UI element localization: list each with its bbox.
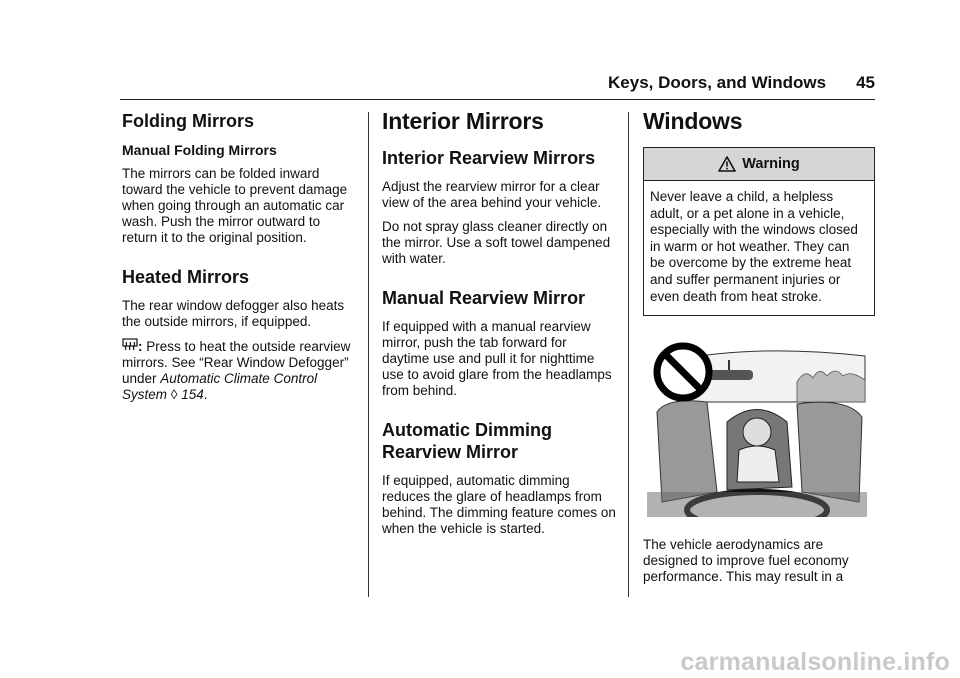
- auto-dimming-text: If equipped, automatic dimming reduces the glare of headlamps from behind. The dimming feature comes on when the vehicle is started.: [382, 473, 616, 536]
- column-interior-mirrors: [382, 108, 616, 545]
- child-alone-in-car-illustration: [647, 342, 867, 517]
- watermark: carmanualsonline.info: [680, 648, 950, 676]
- interior-mirrors-heading: Interior Mirrors: [382, 108, 544, 134]
- warning-header: [644, 148, 874, 181]
- column-divider-2: [628, 112, 629, 597]
- folding-mirrors-text: The mirrors can be folded inward toward the vehicle to prevent damage when going through an automatic car wash. Push the mirror outward to return it to the original position.: [122, 166, 348, 245]
- column-windows: [643, 108, 875, 593]
- interior-rearview-text-1: Adjust the rearview mirror for a clear view of the area behind your vehicle.: [382, 179, 602, 210]
- auto-dimming-heading: Automatic Dimming Rearview Mirror: [382, 420, 553, 462]
- windows-heading: Windows: [643, 108, 743, 134]
- defog-paragraph: [122, 338, 354, 403]
- manual-rearview-heading: Manual Rearview Mirror: [382, 288, 586, 308]
- interior-rearview-heading: Interior Rearview Mirrors: [382, 148, 596, 168]
- page-header: [120, 70, 875, 96]
- page-number: 45: [856, 73, 875, 92]
- defog-text: Press to heat the outside rearview mirrors. See “Rear Window Defogger” under: [122, 339, 351, 386]
- warning-triangle-icon: [718, 156, 736, 172]
- interior-rearview-text-2: Do not spray glass cleaner directly on the mirror. Use a soft towel dampened with water.: [382, 219, 611, 266]
- climate-control-reference[interactable]: Automatic Climate Control System: [122, 371, 318, 402]
- warning-box: [643, 147, 875, 316]
- defog-colon: :: [138, 339, 143, 354]
- manual-folding-mirrors-heading: Manual Folding Mirrors: [122, 142, 277, 158]
- manual-rearview-text: If equipped with a manual rearview mirror, push the tab forward for daytime use and pull it for nighttime use to avoid glare from the headlamps from behind.: [382, 319, 612, 398]
- heated-mirrors-text: The rear window defogger also heats the outside mirrors, if equipped.: [122, 298, 345, 329]
- ref-period: .: [203, 387, 208, 402]
- warning-label: Warning: [742, 156, 800, 172]
- climate-control-page-ref[interactable]: 154: [181, 387, 204, 402]
- column-divider-1: [368, 112, 369, 597]
- page-ref-arrow-icon: ◊: [170, 387, 178, 402]
- heated-mirrors-heading: Heated Mirrors: [122, 267, 250, 287]
- column-folding-heated-mirrors: [122, 108, 354, 411]
- warning-text: Never leave a child, a helpless adult, or a pet alone in a vehicle, especially with the windows closed in warm or hot weather. They can be overcome by the extreme heat and suffer permanent injuries or even death from heat stroke.: [650, 189, 858, 304]
- header-rule: [120, 99, 875, 100]
- rear-defogger-icon: [122, 338, 138, 353]
- section-title: Keys, Doors, and Windows: [608, 73, 827, 92]
- aerodynamics-text: The vehicle aerodynamics are designed to improve fuel economy performance. This may result in a: [643, 537, 849, 585]
- folding-mirrors-heading: Folding Mirrors: [122, 111, 254, 131]
